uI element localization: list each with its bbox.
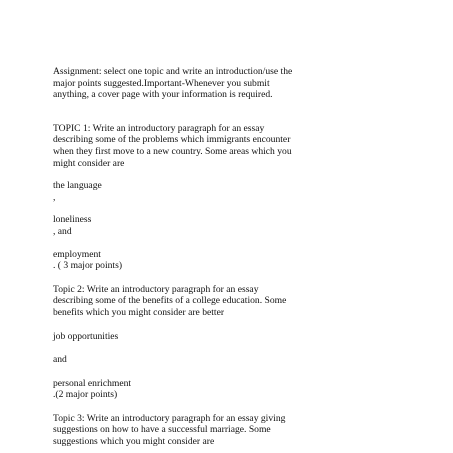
topic-2-item-job-opportunities: job opportunities xyxy=(53,330,119,342)
topic-1-item-employment: employment . ( 3 major points) xyxy=(53,248,123,272)
topic-3-paragraph: Topic 3: Write an introductory paragraph for an essay giving suggestions on how to have a successful marriage. Some suggestions which you might consider are xyxy=(53,412,286,448)
topic-1-paragraph: TOPIC 1: Write an introductory paragraph for an essay describing some of the problems which immigrants encounter when they first move to a new country. Some areas which you might consider are xyxy=(53,122,292,169)
assignment-paragraph: Assignment: select one topic and write an introduction/use the major points suggested.Important-Whenever you submit anything, a cover page with your information is required. xyxy=(53,66,293,101)
topic-1-item-loneliness: loneliness , and xyxy=(53,214,92,237)
topic-2-item-and: and xyxy=(53,354,67,366)
document-body xyxy=(53,66,405,448)
topic-1-item-language: the language , xyxy=(53,180,102,203)
topic-2-item-personal-enrichment: personal enrichment .(2 major points) xyxy=(53,377,132,401)
topic-2-paragraph: Topic 2: Write an introductory paragraph for an essay describing some of the benefits of a college education. Some benefits which you might consider are better xyxy=(53,283,287,318)
